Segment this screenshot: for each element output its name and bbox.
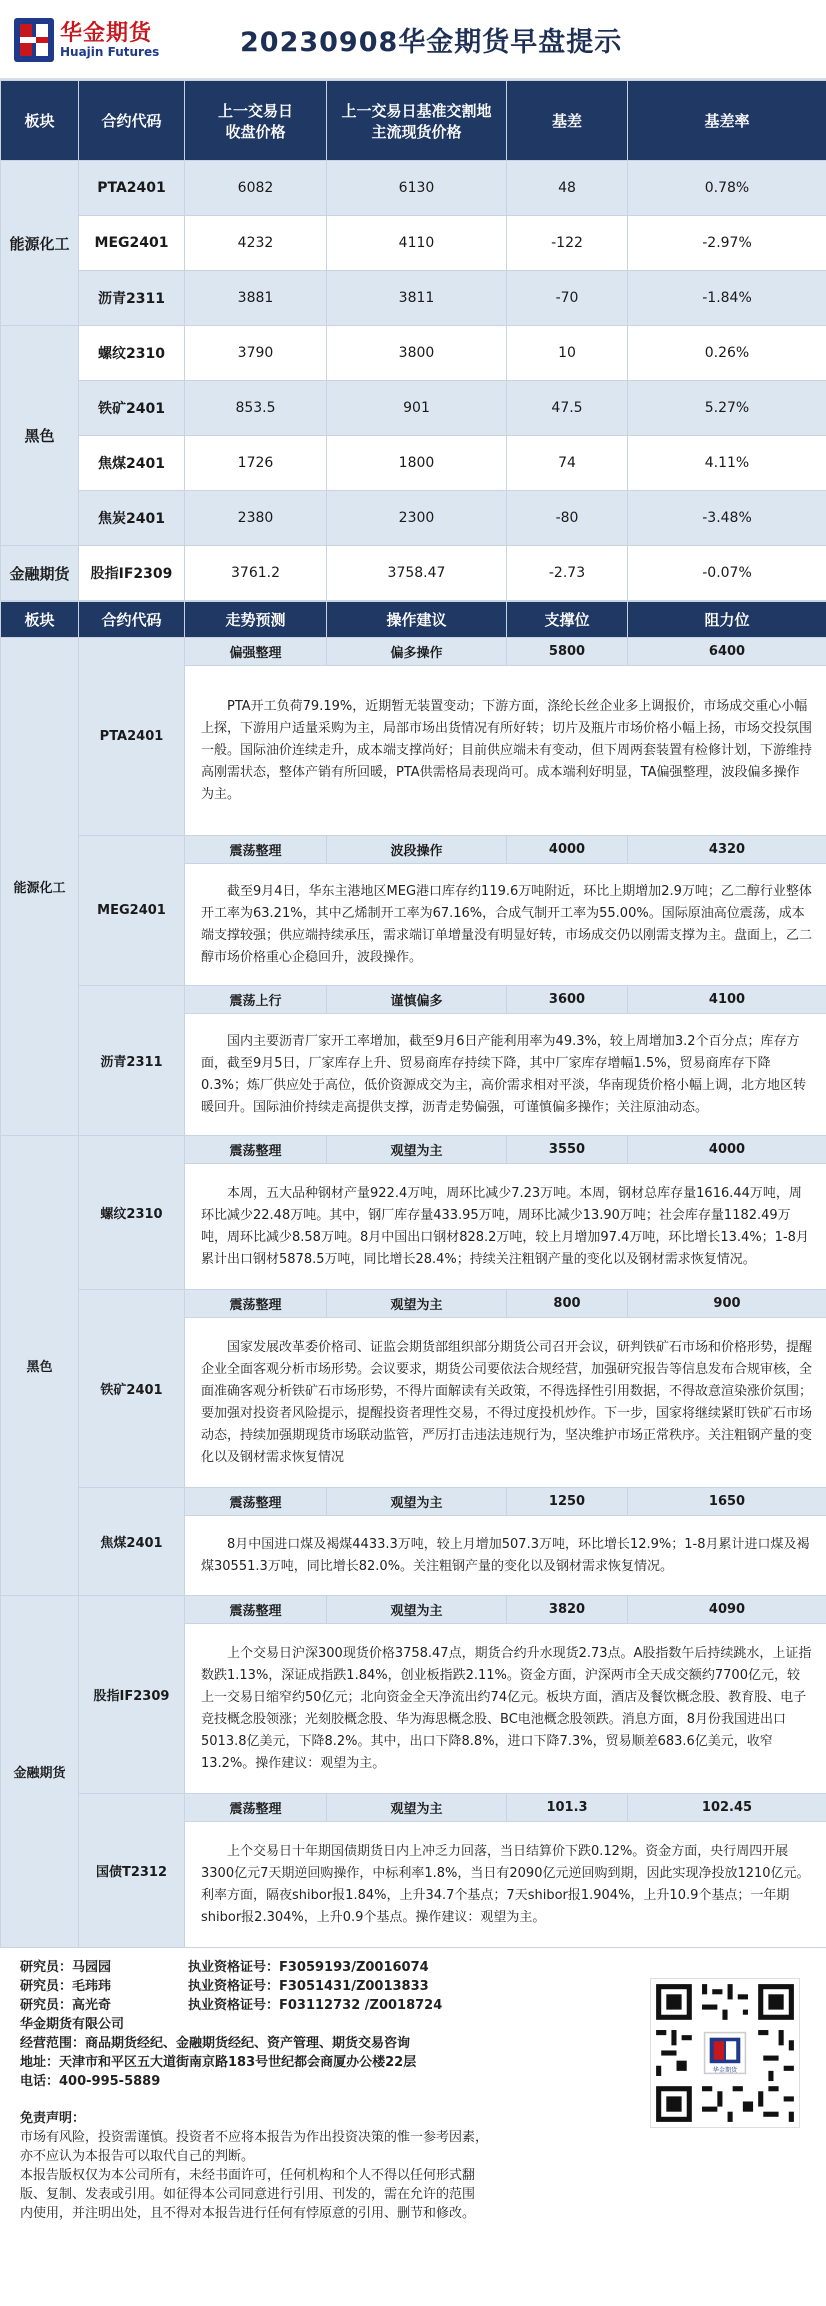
table-row [1,326,826,381]
brand-name-cn: 华金期货 [60,21,153,46]
col-basis-rate: 基差率 [628,81,826,161]
advice-summary-row [1,638,826,666]
page-title: 20230908华金期货早盘提示 [240,27,623,58]
resistance-level: 4100 [628,986,826,1014]
analysis-text: 国内主要沥青厂家开工率增加，截至9月6日产能利用率为49.3%，较上周增加3.2个百分点；库存方面，截至9月5日，厂家库存上升、贸易商库存持续下降，其中厂家库存增幅1.5%，贸易商库存下降0.3%；炼厂供应处于高位，低价资源成交为主，高价需求相对平淡，华南现货价格小幅上调，北方地区转暖回升。国际油价持续走高提供支撑，沥青走势偏强，可谨慎偏多操作；关注原油动态。 [185,1014,826,1136]
trend-forecast: 震荡上行 [185,986,327,1014]
disclaimer-line: 亦不应认为本报告可以取代自己的判断。 [20,2149,255,2164]
company-name: 华金期货有限公司 [20,2017,125,2032]
col-sector: 板块 [1,602,79,638]
researcher-name: 研究员：马园园 [20,1960,112,1975]
basis-table [0,80,826,601]
qr-code[interactable] [650,1978,800,2128]
advice-summary-row [1,1136,826,1164]
advice-summary-row [1,1596,826,1624]
company-logo [14,16,184,66]
trend-forecast: 震荡整理 [185,1794,327,1822]
sector-black: 黑色 [1,326,79,546]
close-price: 6082 [185,161,327,216]
trend-forecast: 震荡整理 [185,836,327,864]
basis-value: -70 [507,271,628,326]
sector-black: 黑色 [1,1136,79,1596]
contract-code: 股指IF2309 [79,546,185,601]
company-address: 地址：天津市和平区五大道街南京路183号世纪都会商厦办公楼22层 [20,2055,417,2070]
resistance-level: 4000 [628,1136,826,1164]
basis-rate: 0.78% [628,161,826,216]
close-price: 853.5 [185,381,327,436]
brand-name-en: Huajin Futures [60,45,160,59]
close-price: 3881 [185,271,327,326]
company-phone: 电话：400-995-5889 [20,2074,161,2089]
sector-finance: 金融期货 [1,1596,79,1948]
analysis-text: 上个交易日十年期国债期货日内上冲乏力回落，当日结算价下跌0.12%。资金方面，央行周四开展3300亿元7天期逆回购操作，中标利率1.8%，当日有2090亿元逆回购到期，因此实现净投放1210亿元。利率方面，隔夜shibor报1.84%，上升34.7个基点；7天shibor报1.904%，上升10.9个基点；一年期shibor报2.304%，上升0.9个基点。操作建议：观望为主。 [185,1822,826,1948]
col-code: 合约代码 [79,602,185,638]
spot-price: 6130 [327,161,507,216]
analysis-text: 国家发展改革委价格司、证监会期货部组织部分期货公司召开会议，研判铁矿石市场和价格形势，提醒企业全面客观分析市场形势。会议要求，期货公司要依法合规经营，加强研究报告等信息发布合规审核，全面准确客观分析铁矿石市场形势，不得片面解读有关政策，不得选择性引用数据，不得故意渲染涨价氛围；要加强对投资者风险提示，提醒投资者理性交易，不得过度投机炒作。下一步，国家将继续紧盯铁矿石市场动态，持续加强期现货市场联动监管，严厉打击违法违规行为，坚决维护市场正常秩序。关注粗钢产量的变化以及钢材需求恢复情况 [185,1318,826,1488]
researcher-cert: 执业资格证号：F3051431/Z0013833 [188,1979,429,1994]
resistance-level: 4320 [628,836,826,864]
contract-code: 焦炭2401 [79,491,185,546]
advice-summary-row [1,1290,826,1318]
disclaimer-title: 免责声明： [20,2111,86,2126]
operation-advice: 观望为主 [327,1136,507,1164]
basis-rate: -1.84% [628,271,826,326]
advice-summary-row [1,1794,826,1822]
operation-advice: 观望为主 [327,1488,507,1516]
trend-forecast: 震荡整理 [185,1136,327,1164]
huajin-logo-icon [14,18,54,62]
resistance-level: 6400 [628,638,826,666]
col-basis: 基差 [507,81,628,161]
researcher-name: 研究员：高光奇 [20,1998,112,2013]
basis-value: -2.73 [507,546,628,601]
support-level: 800 [507,1290,628,1318]
contract-code: 沥青2311 [79,271,185,326]
basis-value: -80 [507,491,628,546]
operation-advice: 观望为主 [327,1290,507,1318]
close-price: 3761.2 [185,546,327,601]
col-close: 上一交易日 收盘价格 [185,81,327,161]
contract-code: 国债T2312 [79,1794,185,1948]
support-level: 3600 [507,986,628,1014]
resistance-level: 4090 [628,1596,826,1624]
spot-price: 3800 [327,326,507,381]
sector-energy: 能源化工 [1,638,79,1136]
contract-code: 焦煤2401 [79,1488,185,1596]
spot-price: 3811 [327,271,507,326]
report-footer [0,1948,826,2223]
col-code: 合约代码 [79,81,185,161]
table-row [1,271,826,326]
table-row [1,161,826,216]
support-level: 5800 [507,638,628,666]
contract-code: MEG2401 [79,216,185,271]
basis-rate: -2.97% [628,216,826,271]
basis-rate: -3.48% [628,491,826,546]
basis-value: 48 [507,161,628,216]
sector-energy: 能源化工 [1,161,79,326]
trend-forecast: 偏强整理 [185,638,327,666]
operation-advice: 谨慎偏多 [327,986,507,1014]
close-price: 1726 [185,436,327,491]
basis-rate: 5.27% [628,381,826,436]
support-level: 101.3 [507,1794,628,1822]
qr-center-label: 华金期货 [712,2066,738,2074]
basis-rate: -0.07% [628,546,826,601]
advice-header-row [1,602,826,638]
contract-code: 铁矿2401 [79,381,185,436]
basis-value: 47.5 [507,381,628,436]
researcher-row [20,1958,806,1977]
spot-price: 2300 [327,491,507,546]
col-support: 支撑位 [507,602,628,638]
report-header [0,0,826,80]
contract-code: 焦煤2401 [79,436,185,491]
support-level: 3550 [507,1136,628,1164]
operation-advice: 偏多操作 [327,638,507,666]
trend-forecast: 震荡整理 [185,1488,327,1516]
basis-value: 10 [507,326,628,381]
basis-header-row [1,81,826,161]
resistance-level: 900 [628,1290,826,1318]
spot-price: 4110 [327,216,507,271]
disclaimer-line: 市场有风险，投资需谨慎。投资者不应将本报告为作出投资决策的惟一参考因素， [20,2130,489,2145]
basis-rate: 4.11% [628,436,826,491]
researcher-name: 研究员：毛玮玮 [20,1979,112,1994]
contract-code: PTA2401 [79,638,185,836]
researcher-cert: 执业资格证号：F03112732 /Z0018724 [188,1998,443,2013]
support-level: 1250 [507,1488,628,1516]
table-row [1,381,826,436]
analysis-text: PTA开工负荷79.19%，近期暂无装置变动；下游方面，涤纶长丝企业多上调报价，市场成交重心小幅上探，下游用户适量采购为主，局部市场出货情况有所好转；切片及瓶片市场价格小幅上扬，市场交投氛围一般。国际油价连续走升，成本端支撑尚好；目前供应端未有变动，但下周两套装置有检修计划，下游维持高刚需状态，整体产销有所回暖，PTA供需格局表现尚可。成本端利好明显，TA偏强整理，波段偏多操作为主。 [185,666,826,836]
basis-rate: 0.26% [628,326,826,381]
analysis-text: 上个交易日沪深300现货价格3758.47点，期货合约升水现货2.73点。A股指数午后持续跳水，上证指数跌1.13%，深证成指跌1.84%，创业板指跌2.11%。资金方面，沪深两市全天成交额约7700亿元，较上一交易日缩窄约50亿元；北向资金全天净流出约74亿元。板块方面，酒店及餐饮概念股、教育股、电子竞技概念股领涨；光刻胶概念股、华为海思概念股、BC电池概念股领跌。消息方面，8月份我国进出口5013.8亿美元，下降8.2%。其中，出口下降8.8%，进口下降7.3%，贸易顺差683.6亿美元，收窄13.2%。操作建议：观望为主。 [185,1624,826,1794]
operation-advice: 观望为主 [327,1596,507,1624]
close-price: 4232 [185,216,327,271]
close-price: 3790 [185,326,327,381]
trend-forecast: 震荡整理 [185,1290,327,1318]
resistance-level: 102.45 [628,1794,826,1822]
analysis-text: 截至9月4日，华东主港地区MEG港口库存约119.6万吨附近，环比上期增加2.9万吨；乙二醇行业整体开工率为63.21%，其中乙烯制开工率为67.16%，合成气制开工率为55.00%。国际原油高位震荡，成本端支撑较强；供应端持续承压，需求端订单增量没有明显好转，市场成交仍以刚需支撑为主。盘面上，乙二醇市场价格重心企稳回升，波段操作。 [185,864,826,986]
advice-summary-row [1,836,826,864]
contract-code: 铁矿2401 [79,1290,185,1488]
disclaimer-line: 本报告版权仅为本公司所有，未经书面许可，任何机构和个人不得以任何形式翻 [20,2168,476,2183]
table-row [1,436,826,491]
support-level: 4000 [507,836,628,864]
table-row [1,216,826,271]
basis-value: 74 [507,436,628,491]
col-sector: 板块 [1,81,79,161]
contract-code: 股指IF2309 [79,1596,185,1794]
spot-price: 901 [327,381,507,436]
researcher-cert: 执业资格证号：F3059193/Z0016074 [188,1960,429,1975]
contract-code: PTA2401 [79,161,185,216]
disclaimer-line: 版、复制、发表或引用。如征得本公司同意进行引用、刊发的，需在允许的范围 [20,2187,476,2202]
table-row [1,546,826,601]
qr-code-icon [651,1979,799,2127]
spot-price: 3758.47 [327,546,507,601]
business-scope: 经营范围：商品期货经纪、金融期货经纪、资产管理、期货交易咨询 [20,2036,411,2051]
operation-advice: 观望为主 [327,1794,507,1822]
resistance-level: 1650 [628,1488,826,1516]
contract-code: 螺纹2310 [79,1136,185,1290]
analysis-text: 8月中国进口煤及褐煤4433.3万吨，较上月增加507.3万吨，环比增长12.9%；1-8月累计进口煤及褐煤30551.3万吨，同比增长82.0%。关注粗钢产量的变化以及钢材需求恢复情况。 [185,1516,826,1596]
support-level: 3820 [507,1596,628,1624]
analysis-text: 本周，五大品种钢材产量922.4万吨，周环比减少7.23万吨。本周，钢材总库存量1616.44万吨，周环比减少22.48万吨。其中，钢厂库存量433.95万吨，周环比减少13.90万吨；社会库存量1182.49万吨，周环比减少8.58万吨。8月中国出口钢材828.2万吨，较上月增加97.4万吨，环比增长13.4%；1-8月累计出口钢材5878.5万吨，同比增长28.4%；持续关注粗钢产量的变化以及钢材需求恢复情况。 [185,1164,826,1290]
contract-code: MEG2401 [79,836,185,986]
spot-price: 1800 [327,436,507,491]
col-trend: 走势预测 [185,602,327,638]
operation-advice: 波段操作 [327,836,507,864]
col-spot: 上一交易日基准交割地 主流现货价格 [327,81,507,161]
contract-code: 沥青2311 [79,986,185,1136]
trend-forecast: 震荡整理 [185,1596,327,1624]
col-advice: 操作建议 [327,602,507,638]
disclaimer-line: 内使用，并注明出处，且不得对本报告进行任何有悖原意的引用、删节和修改。 [20,2206,476,2221]
basis-value: -122 [507,216,628,271]
advice-summary-row [1,1488,826,1516]
advice-summary-row [1,986,826,1014]
contract-code: 螺纹2310 [79,326,185,381]
advice-table [0,601,826,1948]
col-resistance: 阻力位 [628,602,826,638]
close-price: 2380 [185,491,327,546]
sector-finance: 金融期货 [1,546,79,601]
table-row [1,491,826,546]
